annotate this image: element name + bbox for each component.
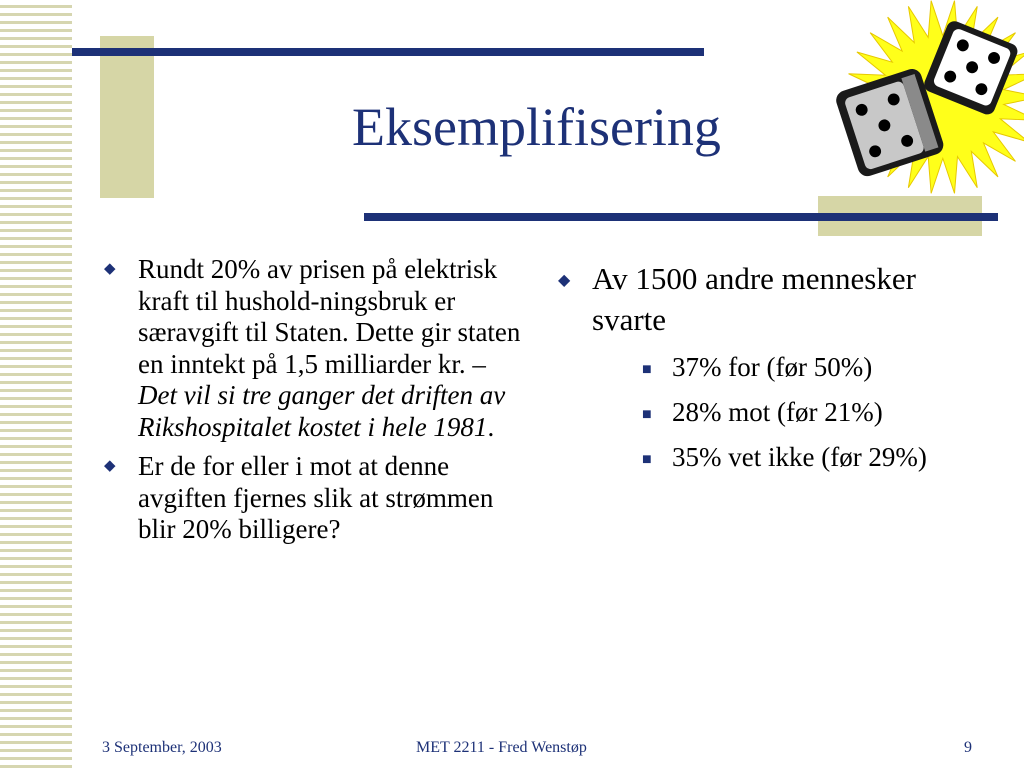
sub-bullet-text: 35% vet ikke (før 29%) (672, 442, 927, 472)
sub-bullet-text: 37% for (før 50%) (672, 352, 873, 382)
sub-bullet-list (592, 350, 988, 475)
right-bullet-list (558, 258, 988, 483)
diamond-bullet-icon: ◆ (104, 458, 116, 474)
square-bullet-icon: ■ (642, 361, 652, 378)
bullet-text: Er de for eller i mot at denne avgiften fjernes slik at strømmen blir 20% billigere? (138, 451, 494, 544)
sub-bullet-text: 28% mot (før 21%) (672, 397, 883, 427)
decorative-rule-bottom (364, 213, 998, 221)
decorative-tan-block-left (100, 36, 154, 198)
diamond-bullet-icon: ◆ (104, 261, 116, 277)
square-bullet-icon: ■ (642, 406, 652, 423)
left-bullet-list (104, 254, 524, 554)
footer-course: MET 2211 - Fred Wenstøp (416, 739, 587, 756)
square-bullet-icon: ■ (642, 451, 652, 468)
bullet-text-italic: Det vil si tre ganger det driften av Rikshospitalet kostet i hele 1981 (138, 380, 506, 442)
sub-bullet-item (592, 395, 988, 430)
bullet-item-electricity-tax (104, 254, 524, 443)
diamond-bullet-icon: ◆ (558, 272, 571, 289)
bullet-text: Rundt 20% av prisen på elektrisk kraft til hushold-ningsbruk er særavgift til Staten. Dette gir staten en inntekt på 1,5 milliarder kr. – (138, 254, 521, 379)
bullet-text: Av 1500 andre mennesker svarte (592, 261, 916, 337)
slide-title: Eksemplifisering (352, 97, 721, 157)
decorative-stripes (0, 0, 72, 768)
footer-page-number: 9 (964, 739, 972, 756)
decorative-rule-top (72, 48, 704, 56)
footer-date: 3 September, 2003 (102, 739, 222, 756)
sub-bullet-item (592, 440, 988, 475)
dice-starburst-icon (826, 0, 1024, 198)
bullet-item-question (104, 451, 524, 546)
bullet-text-end: . (487, 411, 495, 442)
sub-bullet-item (592, 350, 988, 385)
bullet-item-survey (558, 258, 988, 475)
